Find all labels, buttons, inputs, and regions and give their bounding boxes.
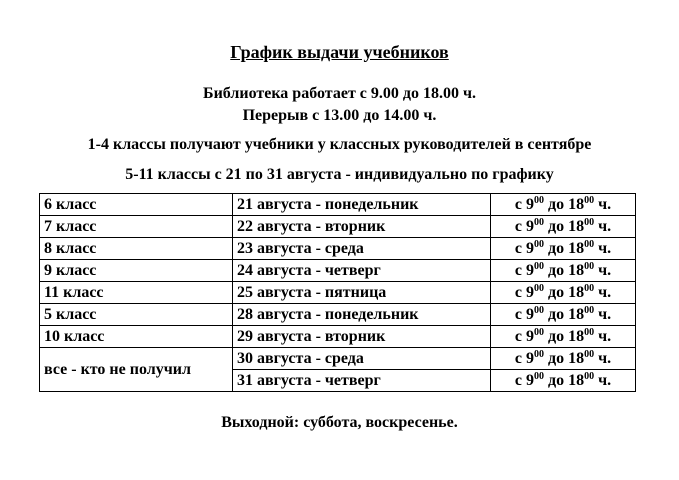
time-middle: до 18	[543, 349, 585, 367]
time-middle: до 18	[543, 283, 585, 301]
table-row	[40, 216, 636, 238]
date-cell: 29 августа - вторник	[233, 326, 491, 348]
time-to-minutes: 00	[584, 348, 595, 360]
date-cell: 25 августа - пятница	[233, 282, 491, 304]
days-off-note: Выходной: суббота, воскресенье.	[221, 414, 458, 431]
library-hours: Библиотека работает с 9.00 до 18.00 ч.	[202, 85, 477, 102]
schedule-table	[39, 193, 636, 392]
time-suffix: ч.	[594, 195, 612, 213]
time-prefix: с 9	[514, 261, 534, 279]
table-row	[40, 326, 636, 348]
time-middle: до 18	[543, 327, 585, 345]
table-row	[40, 238, 636, 260]
time-middle: до 18	[543, 217, 585, 235]
time-suffix: ч.	[594, 371, 612, 389]
time-prefix: с 9	[514, 371, 534, 389]
time-prefix: с 9	[514, 349, 534, 367]
time-middle: до 18	[543, 371, 585, 389]
time-suffix: ч.	[594, 283, 612, 301]
time-to-minutes: 00	[584, 370, 595, 382]
table-row	[40, 348, 636, 370]
time-from-minutes: 00	[533, 326, 544, 338]
time-from-minutes: 00	[533, 348, 544, 360]
time-from-minutes: 00	[533, 238, 544, 250]
date-cell: 30 августа - среда	[233, 348, 491, 370]
class-cell: 7 класс	[40, 216, 233, 238]
class-cell: 10 класс	[40, 326, 233, 348]
time-cell	[491, 260, 636, 282]
time-suffix: ч.	[594, 305, 612, 323]
time-cell	[491, 326, 636, 348]
class-cell: 8 класс	[40, 238, 233, 260]
time-cell	[491, 282, 636, 304]
time-from-minutes: 00	[533, 282, 544, 294]
date-cell: 24 августа - четверг	[233, 260, 491, 282]
class-cell: 9 класс	[40, 260, 233, 282]
date-cell: 28 августа - понедельник	[233, 304, 491, 326]
time-cell	[491, 348, 636, 370]
class-cell: 6 класс	[40, 194, 233, 216]
time-cell	[491, 216, 636, 238]
class-cell: 11 класс	[40, 282, 233, 304]
time-suffix: ч.	[594, 261, 612, 279]
time-prefix: с 9	[514, 283, 534, 301]
time-prefix: с 9	[514, 305, 534, 323]
time-suffix: ч.	[594, 239, 612, 257]
remaining-classes-cell: все - кто не получил	[40, 348, 233, 392]
time-cell	[491, 194, 636, 216]
time-suffix: ч.	[594, 327, 612, 345]
page-title: График выдачи учебников	[230, 42, 449, 62]
date-cell: 22 августа - вторник	[233, 216, 491, 238]
table-row	[40, 304, 636, 326]
table-row	[40, 194, 636, 216]
time-to-minutes: 00	[584, 260, 595, 272]
time-from-minutes: 00	[533, 370, 544, 382]
class-cell: 5 класс	[40, 304, 233, 326]
time-cell	[491, 238, 636, 260]
time-from-minutes: 00	[533, 304, 544, 316]
time-prefix: с 9	[514, 217, 534, 235]
date-cell: 23 августа - среда	[233, 238, 491, 260]
time-middle: до 18	[543, 195, 585, 213]
time-prefix: с 9	[514, 327, 534, 345]
table-row	[40, 282, 636, 304]
date-cell: 31 августа - четверг	[233, 370, 491, 392]
time-cell	[491, 304, 636, 326]
time-to-minutes: 00	[584, 326, 595, 338]
time-to-minutes: 00	[584, 194, 595, 206]
time-from-minutes: 00	[533, 194, 544, 206]
table-row	[40, 260, 636, 282]
time-from-minutes: 00	[533, 260, 544, 272]
time-cell	[491, 370, 636, 392]
break-hours: Перерыв с 13.00 до 14.00 ч.	[242, 107, 437, 124]
secondary-classes-note: 5-11 классы с 21 по 31 августа - индивидуально по графику	[125, 166, 554, 183]
time-suffix: ч.	[594, 349, 612, 367]
primary-classes-note: 1-4 классы получают учебники у классных руководителей в сентябре	[87, 136, 592, 153]
time-middle: до 18	[543, 305, 585, 323]
time-middle: до 18	[543, 239, 585, 257]
time-to-minutes: 00	[584, 238, 595, 250]
time-to-minutes: 00	[584, 282, 595, 294]
time-suffix: ч.	[594, 217, 612, 235]
time-from-minutes: 00	[533, 216, 544, 228]
time-prefix: с 9	[514, 195, 534, 213]
time-prefix: с 9	[514, 239, 534, 257]
time-to-minutes: 00	[584, 216, 595, 228]
time-to-minutes: 00	[584, 304, 595, 316]
date-cell: 21 августа - понедельник	[233, 194, 491, 216]
time-middle: до 18	[543, 261, 585, 279]
